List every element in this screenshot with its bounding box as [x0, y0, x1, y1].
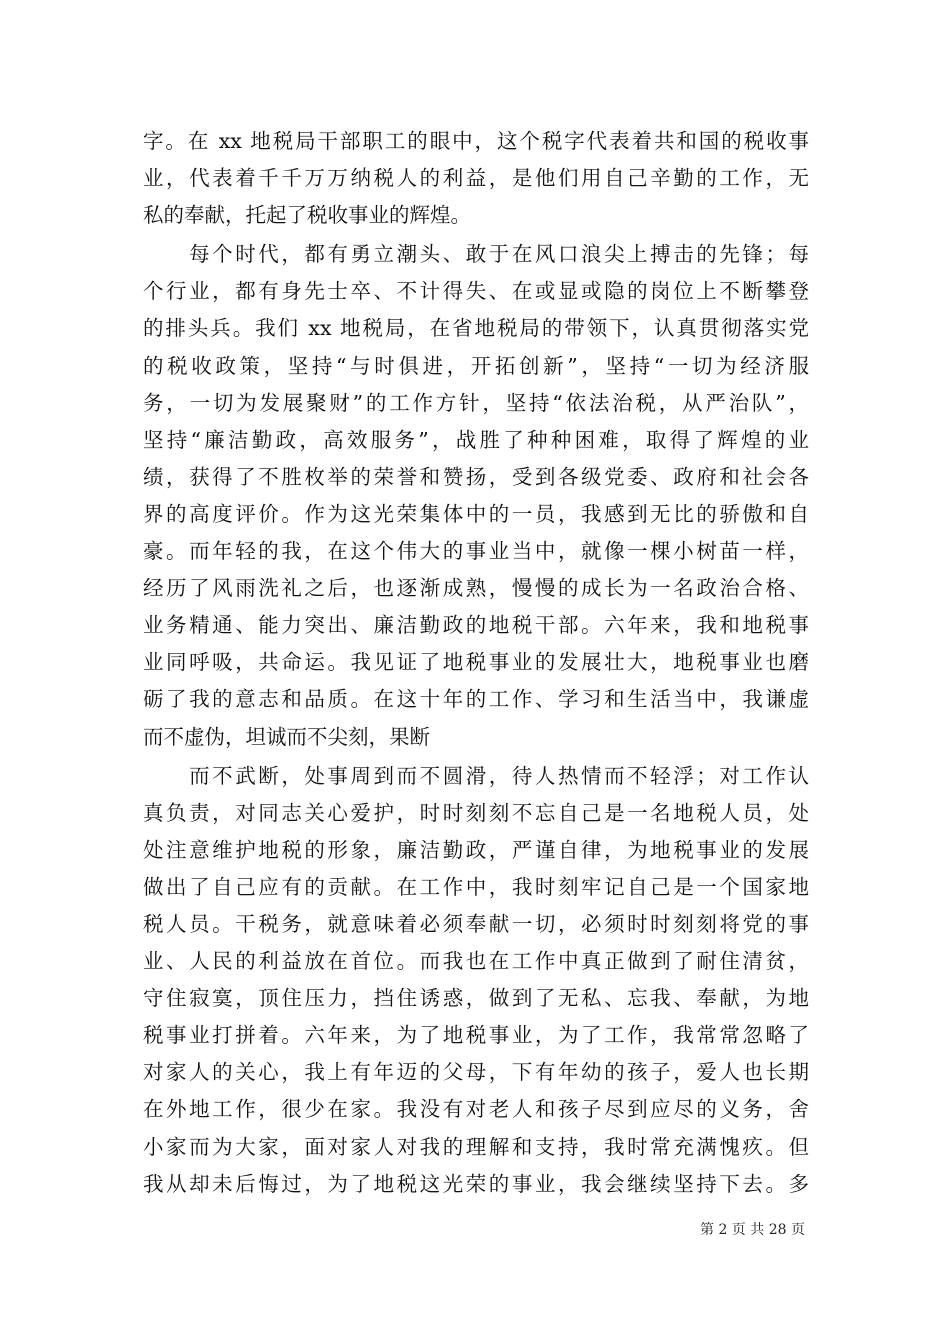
text-line: 而不武断，处事周到而不圆滑，待人热情而不轻浮；对工作认	[143, 763, 809, 788]
text-line: 砺了我的意志和品质。在这十年的工作、学习和生活当中，我谦虚	[143, 687, 809, 712]
text-line: 处注意维护地税的形象，廉洁勤政，严谨自律，为地税事业的发展	[143, 837, 809, 862]
text-line: 税事业打拼着。六年来，为了地税事业，为了工作，我常常忽略了	[143, 1023, 809, 1048]
text-line: 在外地工作，很少在家。我没有对老人和孩子尽到应尽的义务，舍	[143, 1097, 809, 1122]
text-line: 豪。而年轻的我，在这个伟大的事业当中，就像一棵小树苗一样，	[143, 539, 809, 564]
text-line: 每个时代，都有勇立潮头、敢于在风口浪尖上搏击的先锋；每	[143, 242, 809, 267]
document-body	[143, 123, 809, 1203]
text-line: 业同呼吸，共命运。我见证了地税事业的发展壮大，地税事业也磨	[143, 650, 809, 675]
text-line: 坚持“廉洁勤政，高效服务”，战胜了种种困难，取得了辉煌的业	[143, 427, 809, 452]
paragraph-3	[143, 758, 809, 1203]
text-line: 绩，获得了不胜枚举的荣誉和赞扬，受到各级党委、政府和社会各	[143, 464, 809, 489]
text-line: 务，一切为发展聚财”的工作方针，坚持“依法治税，从严治队”，	[143, 390, 809, 415]
text-line: 的税收政策，坚持“与时俱进，开拓创新”，坚持“一切为经济服	[143, 353, 809, 378]
paragraph-2	[143, 236, 809, 755]
paragraph-1	[143, 123, 809, 234]
text-line: 界的高度评价。作为这光荣集体中的一员，我感到无比的骄傲和自	[143, 501, 809, 526]
text-line: 税人员。干税务，就意味着必须奉献一切，必须时时刻刻将党的事	[143, 911, 809, 936]
text-line: 小家而为大家，面对家人对我的理解和支持，我时常充满愧疚。但	[143, 1134, 809, 1159]
text-line: 业、人民的利益放在首位。而我也在工作中真正做到了耐住清贫，	[143, 949, 809, 974]
text-line: 而不虚伪，坦诚而不尖刻，果断	[143, 724, 430, 749]
text-line: 真负责，对同志关心爱护，时时刻刻不忘自己是一名地税人员，处	[143, 800, 809, 825]
text-line: 业，代表着千千万万纳税人的利益，是他们用自己辛勤的工作，无	[143, 166, 809, 191]
text-line: 的排头兵。我们 xx 地税局，在省地税局的带领下，认真贯彻落实党	[143, 316, 809, 341]
text-line: 我从却未后悔过，为了地税这光荣的事业，我会继续坚持下去。多	[143, 1171, 809, 1196]
text-line: 守住寂寞，顶住压力，挡住诱惑，做到了无私、忘我、奉献，为地	[143, 986, 809, 1011]
page-number: 第 2 页 共 28 页	[700, 1222, 805, 1238]
text-line: 私的奉献，托起了税收事业的辉煌。	[143, 203, 471, 228]
text-line: 经历了风雨洗礼之后，也逐渐成熟，慢慢的成长为一名政治合格、	[143, 576, 809, 601]
text-line: 业务精通、能力突出、廉洁勤政的地税干部。六年来，我和地税事	[143, 613, 809, 638]
text-line: 对家人的关心，我上有年迈的父母，下有年幼的孩子，爱人也长期	[143, 1060, 809, 1085]
text-line: 做出了自己应有的贡献。在工作中，我时刻牢记自己是一个国家地	[143, 874, 809, 899]
text-line: 字。在 xx 地税局干部职工的眼中，这个税字代表着共和国的税收事	[143, 129, 809, 153]
text-line: 个行业，都有身先士卒、不计得失、在或显或隐的岗位上不断攀登	[143, 279, 809, 304]
